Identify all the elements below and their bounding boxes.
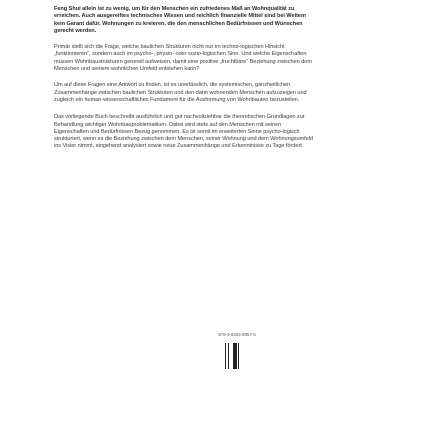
blurb-paragraph-2: Primär stellt sich die Frage, welche baulichen Strukturen nicht nur im techno-logischen Hinsicht „funktionieren“, sondern auch im psycho-, physio- oder sozio-logischen Sinn. Und welche Eigenschaften müssen Wohnbaustrukturen generell aufweisen, damit eine positive „fruchtbare“ Beziehung zwischen dem Menschen und seinem wohnlichen Umfeld entstehen kann? [54, 44, 312, 73]
isbn-number: 978-3-8334-9057-6 [218, 332, 256, 337]
barcode [225, 343, 249, 369]
blurb-paragraph-4: Das vorliegende Buch beschreibt ausführlich und gut nachvollziehbar die theoretischen Grundlagen zur Behandlung wichtiger Wohnbauproblematiken. Dabei wird stets auf den Menschen mit seinen Eigenschaften und Bedürfnissen Bezug genommen. Es ist somit im erweiterten Sinne psycho-logisch strukturiert, wenn es die Beziehung zwischen dem Menschen, seiner Wohnung und dem Wohnungsumfeld ins Visier nimmt, eingehend analysiert sowie neue Zusammenhänge und Erkenntnisse zu Tage fördert. [54, 114, 313, 150]
blurb-paragraph-1: Feng Shui allein ist zu wenig, um für den Menschen ein zufriedenes Maß an Wohnqualität zu erreichen. Auch ausgereiftes technisches Wissen und reichlich finanzielle Mittel sind bei Weitem kein Garant dafür, Wohnungen zu kreieren, die den menschlichen Bedürfnissen und Wünschen gerecht werden. [54, 6, 306, 34]
barcode-bar [240, 343, 241, 369]
blurb-text [54, 6, 316, 160]
blurb-paragraph-3: Um auf diese Fragen eine Antwort zu finden, ist es unerlässlich, die systemischen, ganzheitlichen Zusammenhänge zwischen baulichen Strukturen und den darin wohnenden Menschen aufzuzeigen und zugleich ein human-wissenschaftliches Fundament für die Ausformung von Wohnbauten bezusteilen. [54, 82, 307, 103]
